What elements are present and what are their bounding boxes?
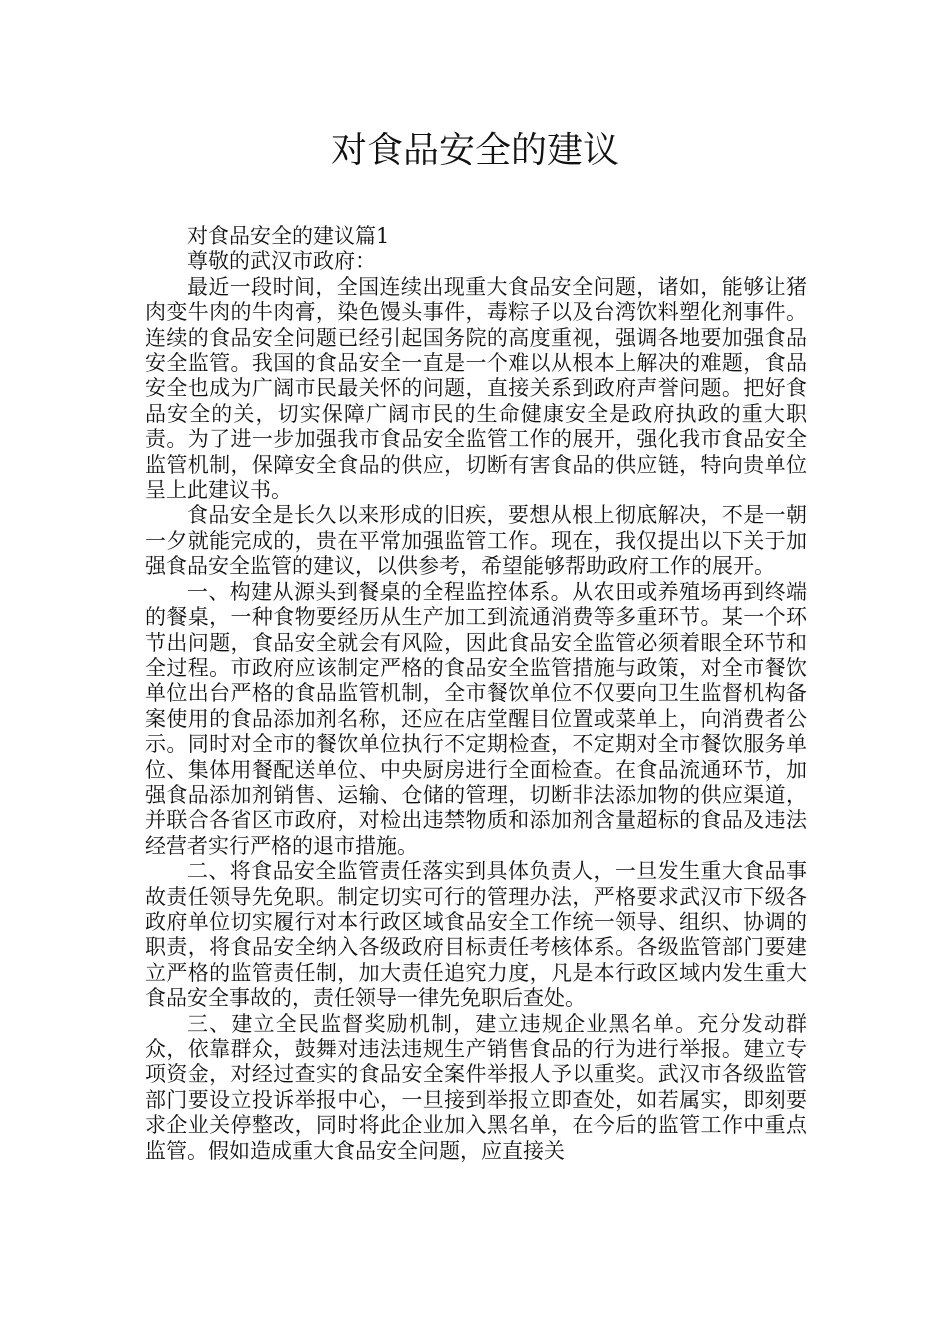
paragraph-intro: 最近一段时间，全国连续出现重大食品安全问题，诸如，能够让猪肉变牛肉的牛肉膏，染色馒头事件，毒粽子以及台湾饮料塑化剂事件。连续的食品安全问题已经引起国务院的高度重视，强调各地要加强食品安全监管。我国的食品安全一直是一个难以从根本上解决的难题，食品安全也成为广阔市民最关怀的问题，直接关系到政府声誉问题。把好食品安全的关，切实保障广阔市民的生命健康安全是政府执政的重大职责。为了进一步加强我市食品安全监管工作的展开，强化我市食品安全监管机制，保障安全食品的供应，切断有害食品的供应链，特向贵单位呈上此建议书。: [145, 274, 807, 503]
document-title: 对食品安全的建议: [330, 130, 619, 171]
paragraph-suggestion-1: 一、构建从源头到餐桌的全程监控体系。从农田或养殖场再到终端的餐桌，一种食物要经历从生产加工到流通消费等多重环节。某一个环节出问题，食品安全就会有风险，因此食品安全监管必须着眼全环节和全过程。市政府应该制定严格的食品安全监管措施与政策，对全市餐饮单位出台严格的食品监管机制，全市餐饮单位不仅要向卫生监督机构备案使用的食品添加剂名称，还应在店堂醒目位置或菜单上，向消费者公示。同时对全市的餐饮单位执行不定期检查，不定期对全市餐饮服务单位、集体用餐配送单位、中央厨房进行全面检查。在食品流通环节，加强食品添加剂销售、运输、仓储的管理，切断非法添加物的供应渠道，并联合各省区市政府，对检出违禁物质和添加剂含量超标的食品及违法经营者实行严格的退市措施。: [145, 579, 807, 858]
article-heading: 对食品安全的建议篇1: [187, 224, 390, 248]
salutation: 尊敬的武汉市政府：: [187, 249, 376, 274]
paragraph-purpose: 食品安全是长久以来形成的旧疾，要想从根上彻底解决，不是一朝一夕就能完成的，贵在平常加强监管工作。现在，我仅提出以下关于加强食品安全监管的建议，以供参考，希望能够帮助政府工作的展开。: [145, 503, 807, 579]
paragraph-suggestion-2: 二、将食品安全监管责任落实到具体负责人，一旦发生重大食品事故责任领导先免职。制定切实可行的管理办法，严格要求武汉市下级各政府单位切实履行对本行政区域食品安全工作统一领导、组织、协调的职责，将食品安全纳入各级政府目标责任考核体系。各级监管部门要建立严格的监管责任制，加大责任追究力度，凡是本行政区域内发生重大食品安全事故的，责任领导一律先免职后查处。: [145, 859, 807, 1011]
paragraph-suggestion-3: 三、建立全民监督奖励机制，建立违规企业黑名单。充分发动群众，依靠群众，鼓舞对违法违规生产销售食品的行为进行举报。建立专项资金，对经过查实的食品安全案件举报人予以重奖。武汉市各级监管部门要设立投诉举报中心，一旦接到举报立即查处，如若属实，即刻要求企业关停整改，同时将此企业加入黑名单，在今后的监管工作中重点监管。假如造成重大食品安全问题，应直接关: [145, 1011, 807, 1163]
document-body: [145, 224, 807, 1164]
